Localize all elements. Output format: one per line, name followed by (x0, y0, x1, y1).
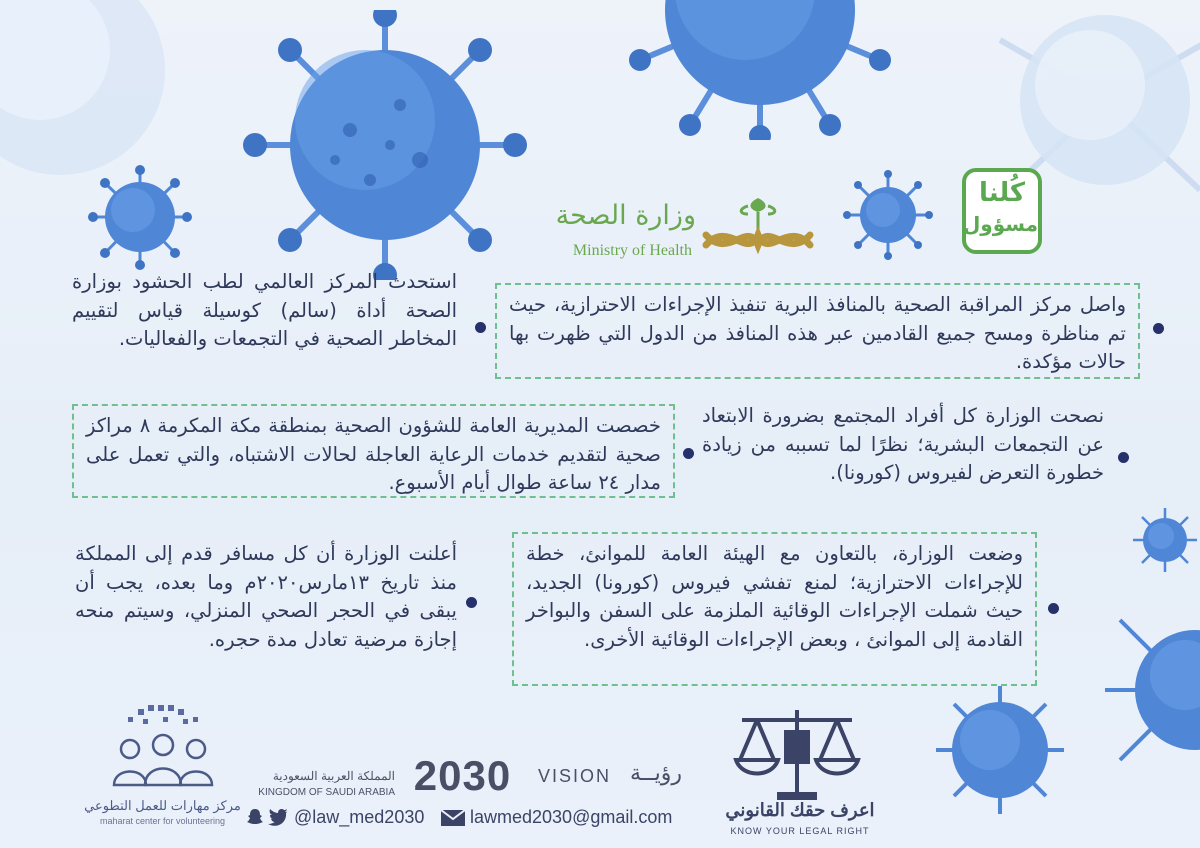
kolna-line1: كُلنا (978, 178, 1026, 208)
maharat-english-name: maharat center for volunteering (99, 816, 226, 826)
maharat-people-icon (108, 705, 218, 800)
social-handle[interactable]: @law_med2030 (294, 807, 425, 827)
bullet-dot (683, 448, 694, 459)
moh-logo (530, 190, 820, 270)
bullet-dot (1153, 323, 1164, 334)
moh-arabic-name: وزارة الصحة (555, 200, 696, 231)
bullet-dot (466, 597, 477, 608)
bullet-dot (475, 322, 486, 333)
small-virus-graphic-left (85, 165, 195, 270)
scales-of-justice-icon (722, 700, 872, 810)
kingdom-english-name: KINGDOM OF SAUDI ARABIA (258, 787, 395, 798)
small-virus-graphic-right (1130, 505, 1200, 575)
snapchat-icon[interactable] (246, 808, 264, 826)
twitter-icon[interactable] (268, 809, 288, 826)
info-panel-makkah-centers: خصصت المديرية العامة للشؤون الصحية بمنطقة مكة المكرمة ٨ مراكز صحية لتقديم خدمات الرعاية العاجلة لحالات الاشتباه، والتي تعمل على مدار ٢٤ ساعة طوال أيام الأسبوع. (72, 404, 675, 498)
legal-right-arabic: اعرف حقك القانوني (725, 800, 875, 820)
kingdom-arabic-name: المملكة العربية السعودية (272, 769, 395, 783)
kolna-masool-logo (962, 168, 1042, 254)
info-panel-ports-authority: وضعت الوزارة، بالتعاون مع الهيئة العامة للموانئ، خطة للإجراءات الاحترازية؛ لمنع تفشي فيروس (كورونا) الجديد، حيث شملت الإجراءات الوقائية الملزمة على السفن والبواخر القادمة إلى الموانئ ، وبعض الإجراءات الوقائية الأخرى. (512, 532, 1037, 686)
right-edge-virus-graphic (1100, 590, 1200, 790)
vision-2030-year: 2030 (413, 752, 512, 799)
bottom-right-virus-graphic (930, 680, 1070, 820)
vision-arabic-word: رؤيــة (629, 760, 682, 785)
info-panel-avoid-gatherings: نصحت الوزارة كل أفراد المجتمع بضرورة الابتعاد عن التجمعات البشرية؛ نظرًا لما تسببه من زيادة خطورة التعرض لفيروس (كورونا). (702, 404, 1104, 484)
kolna-line2: مسؤول (962, 212, 1038, 236)
bullet-dot (1118, 452, 1129, 463)
legal-right-english: KNOW YOUR LEGAL RIGHT (730, 826, 870, 836)
top-center-virus-graphic (620, 0, 900, 140)
email-icon (441, 810, 465, 826)
info-panel-salem-tool: استحدث المركز العالمي لطب الحشود بوزارة الصحة أداة (سالم) كوسيلة قياس لتقييم المخاطر الصحية في التجمعات والفعاليات. (72, 270, 457, 350)
maharat-arabic-name: مركز مهارات للعمل التطوعي (84, 798, 241, 813)
moh-english-name: Ministry of Health (572, 242, 692, 259)
vision-english-word: VISION (538, 766, 612, 786)
moh-emblem-icon (698, 190, 818, 265)
large-virus-graphic (240, 10, 530, 280)
bullet-dot (1048, 603, 1059, 614)
small-virus-graphic-mid (843, 170, 933, 260)
info-panel-home-quarantine: أعلنت الوزارة أن كل مسافر قدم إلى المملكة منذ تاريخ ١٣مارس٢٠٢٠م وما بعده، يجب أن يبقى في الحجر الصحي المنزلي، وسيتم منحه إجازة مرضية تعادل مدة حجره. (75, 542, 457, 651)
info-panel-land-ports: واصل مركز المراقبة الصحية بالمنافذ البرية تنفيذ الإجراءات الاحترازية، حيث تم مناظرة ومسح جميع القادمين عبر هذه المنافذ من الدول التي ظهرت بها حالات مؤكدة. (495, 283, 1140, 379)
email-address[interactable]: lawmed2030@gmail.com (470, 807, 673, 827)
